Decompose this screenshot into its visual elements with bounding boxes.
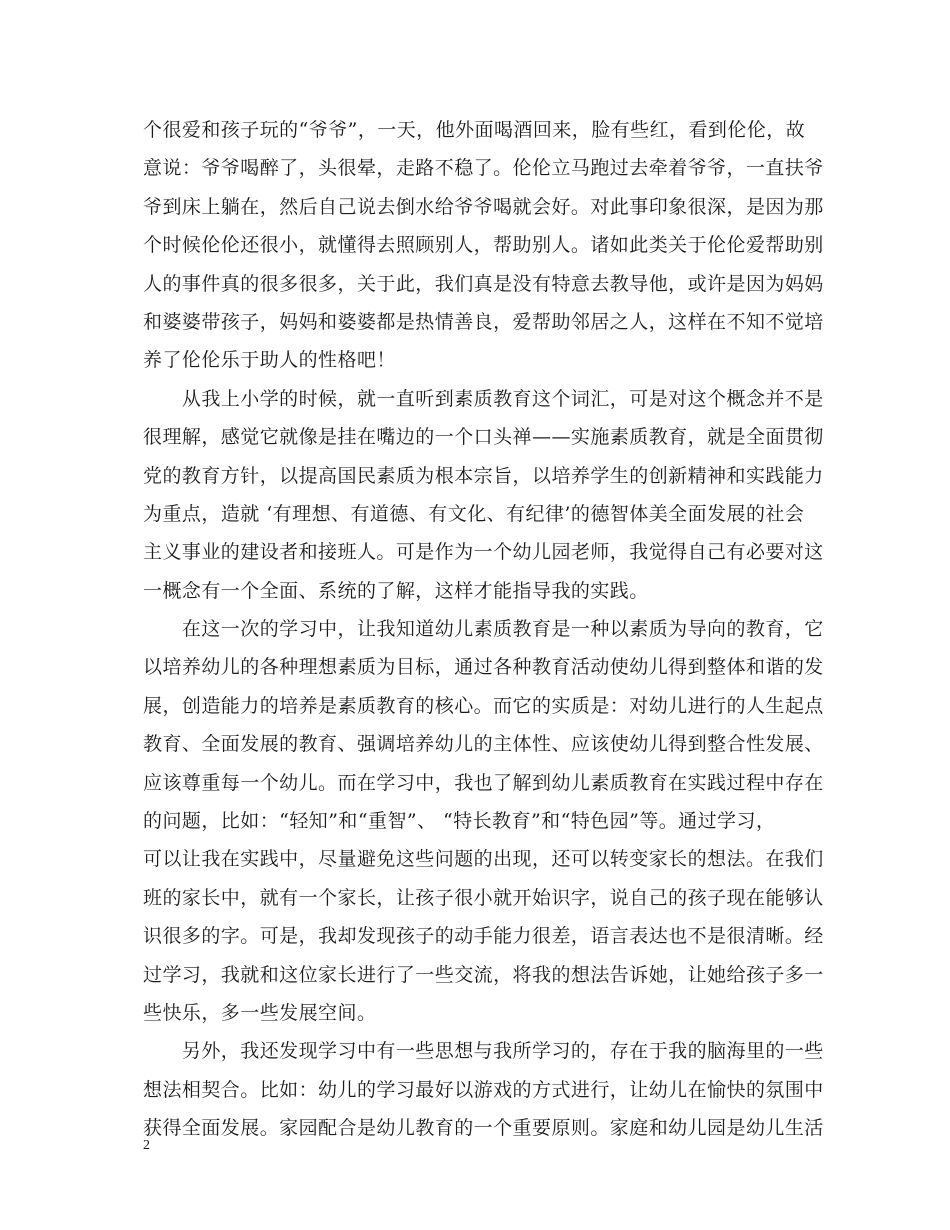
text-line: 个时候伦伦还很小，就懂得去照顾别人，帮助别人。诸如此类关于伦伦爱帮助别 <box>143 234 824 257</box>
text-line: 些快乐，多一些发展空间。 <box>143 1001 377 1024</box>
text-line: 教育、全面发展的教育、强调培养幼儿的主体性、应该使幼儿得到整合性发展、 <box>143 733 824 756</box>
document-body <box>143 111 823 1148</box>
text-line: 从我上小学的时候，就一直听到素质教育这个词汇，可是对这个概念并不是 <box>143 387 824 410</box>
text-line: 一概念有一个全面、系统的了解，这样才能指导我的实践。 <box>143 579 649 602</box>
text-line: 养了伦伦乐于助人的性格吧！ <box>143 349 396 372</box>
paragraph-1 <box>143 111 823 380</box>
text-line: 想法相契合。比如：幼儿的学习最好以游戏的方式进行，让幼儿在愉快的氛围中 <box>143 1078 824 1101</box>
text-line: 很理解，感觉它就像是挂在嘴边的一个口头禅——实施素质教育，就是全面贯彻 <box>143 426 824 449</box>
paragraph-3 <box>143 610 823 1032</box>
text-line: 人的事件真的很多很多，关于此，我们真是没有特意去教导他，或许是因为妈妈 <box>143 272 824 295</box>
page-number: 2 <box>143 1138 150 1153</box>
text-line: 个很爱和孩子玩的“爷爷”，一天，他外面喝酒回来，脸有些红，看到伦伦，故 <box>143 119 806 141</box>
text-line: 在这一次的学习中，让我知道幼儿素质教育是一种以素质为导向的教育，它 <box>143 618 824 641</box>
text-line: 以培养幼儿的各种理想素质为目标，通过各种教育活动使幼儿得到整体和谐的发 <box>143 656 824 679</box>
text-line: 党的教育方针，以提高国民素质为根本宗旨，以培养学生的创新精神和实践能力 <box>143 464 824 487</box>
text-line: 班的家长中，就有一个家长，让孩子很小就开始识字，说自己的孩子现在能够认 <box>143 886 824 909</box>
text-line: 的问题，比如：“轻知”和“重智”、 “特长教育”和“特色园”等。通过学习， <box>143 810 776 833</box>
text-line: 应该尊重每一个幼儿。而在学习中，我也了解到幼儿素质教育在实践过程中存在 <box>143 771 824 794</box>
paragraph-4 <box>143 1032 823 1147</box>
text-line: 另外，我还发现学习中有一些思想与我所学习的，存在于我的脑海里的一些 <box>143 1040 824 1063</box>
text-line: 可以让我在实践中，尽量避免这些问题的出现，还可以转变家长的想法。在我们 <box>143 848 824 871</box>
text-line: 展，创造能力的培养是素质教育的核心。而它的实质是：对幼儿进行的人生起点 <box>143 694 824 717</box>
text-line: 和婆婆带孩子，妈妈和婆婆都是热情善良，爱帮助邻居之人，这样在不知不觉培 <box>143 310 824 333</box>
text-line: 爷到床上躺在，然后自己说去倒水给爷爷喝就会好。对此事印象很深，是因为那 <box>143 195 824 218</box>
text-line: 获得全面发展。家园配合是幼儿教育的一个重要原则。家庭和幼儿园是幼儿生活 <box>143 1117 824 1140</box>
text-line: 过学习，我就和这位家长进行了一些交流，将我的想法告诉她，让她给孩子多一 <box>143 963 824 986</box>
text-line: 为重点，造就 ‘有理想、有道德、有文化、有纪律’的德智体美全面发展的社会 <box>143 502 805 525</box>
paragraph-2 <box>143 380 823 610</box>
text-line: 意说：爷爷喝醉了，头很晕，走路不稳了。伦伦立马跑过去牵着爷爷，一直扶爷 <box>143 157 824 180</box>
text-line: 识很多的字。可是，我却发现孩子的动手能力很差，语言表达也不是很清晰。经 <box>143 925 824 948</box>
text-line: 主义事业的建设者和接班人。可是作为一个幼儿园老师，我觉得自己有必要对这 <box>143 541 824 564</box>
